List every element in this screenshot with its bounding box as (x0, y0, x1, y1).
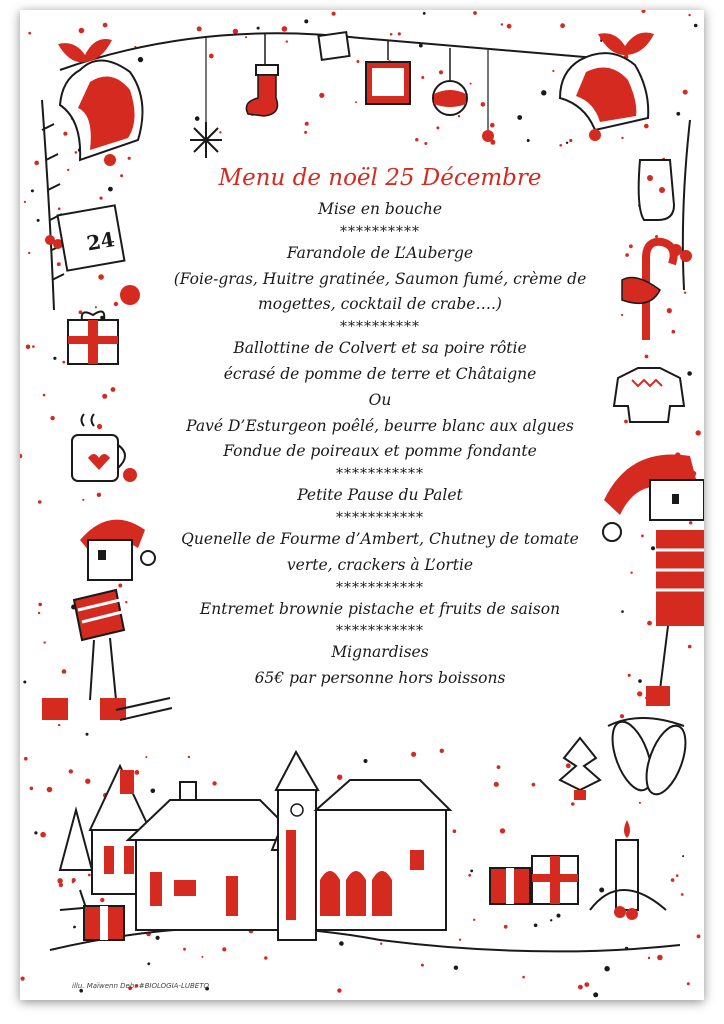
snow-dot (419, 44, 423, 48)
snow-dot (621, 314, 623, 316)
snow-dot (676, 112, 680, 116)
snow-dot (304, 131, 307, 134)
snow-dot (97, 424, 102, 429)
snow-dot (604, 966, 609, 971)
snow-dot (682, 855, 684, 857)
snow-dot (620, 714, 624, 718)
snow-dot (95, 306, 97, 308)
snow-dot (522, 976, 525, 979)
snow-dot (156, 936, 160, 940)
snow-dot (560, 23, 565, 28)
menu-item-line: Petite Pause du Palet (297, 486, 463, 505)
snow-dot (38, 612, 40, 614)
snow-dot (47, 787, 53, 793)
snow-dot (571, 802, 575, 806)
snow-dot (43, 394, 46, 397)
menu-item-line: Mignardises (331, 643, 429, 662)
snow-dot (625, 253, 629, 257)
snow-dot (436, 126, 439, 129)
snow-dot (197, 26, 202, 31)
menu-separator: *********** (336, 509, 424, 526)
snow-dot (689, 521, 692, 524)
snow-dot (97, 493, 101, 497)
snow-dot (683, 90, 688, 95)
snow-dot (62, 669, 67, 674)
pine-cones-icon (605, 717, 694, 800)
snow-dot (676, 874, 679, 877)
snow-dot (222, 947, 226, 951)
snow-dot (657, 955, 663, 961)
snow-dot (697, 935, 701, 939)
menu-item-line: Entremet brownie pistache et fruits de saison (199, 599, 561, 618)
snow-dot (111, 387, 116, 392)
snow-dot (454, 966, 458, 970)
snow-dot (459, 939, 461, 941)
snow-dot (114, 302, 118, 306)
menu-item-line: Farandole de L’Auberge (286, 243, 474, 262)
snow-dot (188, 756, 190, 758)
snow-dot (128, 157, 131, 160)
snow-dot (257, 27, 260, 30)
snow-dot (621, 610, 624, 613)
snow-dot (201, 956, 203, 958)
snow-dot (38, 500, 42, 504)
snow-dot (125, 601, 127, 603)
stocking-icon (246, 34, 278, 116)
snow-dot (411, 752, 416, 757)
snow-dot (532, 783, 536, 787)
snow-dot (629, 244, 633, 248)
snow-dot (421, 76, 424, 79)
snow-dot (651, 546, 655, 550)
snow-dot (687, 371, 692, 376)
snow-dot (630, 572, 632, 574)
snow-dot (671, 878, 675, 882)
menu-item-line: Ballottine de Colvert et sa poire rôtie (233, 339, 527, 358)
snow-dot (684, 292, 686, 294)
snow-dot (458, 115, 460, 117)
gift-boxes-right-icon (490, 856, 578, 904)
snow-dot (424, 142, 427, 145)
snow-dot (58, 207, 61, 210)
snow-dot (421, 964, 424, 967)
menu-item-line: Mise en bouche (317, 200, 443, 218)
snow-dot (470, 870, 473, 873)
snow-dot (69, 769, 73, 773)
snow-dot (38, 603, 42, 607)
snow-dot (59, 883, 63, 887)
snow-dot (655, 235, 658, 238)
snow-dot (648, 957, 650, 959)
menu-item-line: verte, crackers à L’ortie (286, 555, 474, 574)
snow-dot (28, 252, 30, 254)
snow-dot (440, 749, 444, 753)
snow-dot (468, 874, 471, 877)
snow-dot (688, 14, 690, 16)
card-tag-icon (318, 32, 349, 60)
snow-dot (212, 781, 216, 785)
snow-dot (439, 70, 443, 74)
snow-dot (624, 420, 628, 424)
snow-dot (552, 70, 554, 72)
snow-dot (79, 28, 85, 34)
menu-item-line: mogettes, cocktail de crabe….) (258, 295, 502, 314)
snow-dot (151, 789, 156, 794)
gift-box-left-icon (68, 311, 118, 364)
snow-dot (534, 924, 538, 928)
snow-dot (578, 985, 583, 990)
snow-dot (500, 828, 505, 833)
menu-item-line: écrasé de pomme de terre et Châtaigne (223, 364, 537, 383)
snow-dot (642, 10, 646, 13)
snow-dot (108, 187, 113, 192)
menu-item-line: (Foie-gras, Huitre gratinée, Saumon fumé, crème de (173, 269, 587, 288)
snow-dot (120, 174, 123, 177)
snow-dot (98, 274, 104, 280)
snow-dot (245, 36, 247, 38)
snow-dot (647, 621, 652, 626)
snow-dot (672, 330, 676, 334)
snow-dot (138, 57, 143, 62)
snow-dot (481, 102, 486, 107)
menu-separator: ********** (340, 223, 420, 240)
snow-dot (37, 219, 40, 222)
menu-item-line: Pavé D’Esturgeon poêlé, beurre blanc aux algues (186, 416, 574, 435)
menu-item-line: Fondue de poireaux et pomme fondante (223, 442, 537, 461)
snow-dot (183, 948, 186, 951)
snow-dot (40, 832, 46, 838)
snow-dot (209, 54, 214, 59)
snow-dot (24, 201, 26, 203)
snow-dot (147, 962, 150, 965)
snow-dot (593, 992, 598, 997)
menu-item-line: Ou (368, 390, 392, 409)
snow-dot (628, 674, 631, 677)
snow-dot (319, 93, 324, 98)
menu-lines (140, 197, 620, 692)
snow-dot (337, 988, 341, 992)
snow-dot (57, 262, 61, 266)
snow-dot (332, 12, 336, 16)
snow-dot (550, 919, 552, 921)
menu-separator: *********** (336, 579, 424, 596)
snow-dot (566, 142, 568, 144)
snow-dot (390, 33, 393, 36)
snow-dot (339, 941, 344, 946)
snow-dot (24, 757, 28, 761)
snow-dot (21, 977, 25, 981)
snow-dot (356, 60, 359, 63)
snow-dot (566, 763, 571, 768)
snow-dot (26, 345, 31, 350)
snow-dot (23, 681, 26, 684)
snow-dot (85, 779, 90, 784)
snow-dot (490, 123, 495, 128)
snow-dot (637, 691, 642, 696)
snow-dot (264, 956, 267, 959)
snow-dot (44, 641, 46, 643)
snow-dot (50, 416, 54, 420)
snow-dot (233, 29, 238, 34)
menu-separator: ********** (340, 319, 420, 336)
snow-dot (569, 139, 572, 142)
snow-dot (470, 83, 472, 85)
snow-dot (517, 115, 522, 120)
sweater-icon (614, 368, 684, 422)
bell-right-icon (560, 33, 654, 142)
snow-dot (63, 132, 67, 136)
snow-dot (507, 24, 512, 29)
snow-dot (304, 19, 308, 23)
snow-dot (687, 982, 690, 985)
calendar-day: 24 (84, 227, 117, 256)
candle-icon (590, 820, 666, 920)
snow-dot (34, 831, 37, 834)
holly-branch-left-icon (42, 100, 64, 310)
snow-dot (621, 137, 623, 139)
calendar-icon (58, 205, 140, 305)
snow-dot (453, 829, 457, 833)
snow-dot (638, 679, 642, 683)
snow-dot (688, 645, 692, 649)
snow-dot (559, 144, 562, 147)
snow-dot (118, 584, 122, 588)
illustration-credit: illu. Maïwenn Deb. #BIOLOGIA-LUBETO (72, 982, 209, 990)
snow-dot (584, 982, 589, 987)
snow-dot (527, 139, 530, 142)
snow-dot (20, 454, 22, 459)
snow-dot (219, 131, 221, 133)
mug-icon (72, 414, 137, 482)
snow-dot (501, 23, 503, 25)
snow-dot (473, 919, 475, 921)
snow-dot (305, 122, 309, 126)
snow-dot (62, 361, 65, 364)
snow-dot (135, 770, 140, 775)
snowflake-icon (190, 38, 222, 158)
candy-cane-icon (622, 242, 674, 340)
snow-dot (67, 169, 69, 171)
snow-dot (681, 893, 684, 896)
snow-dot (282, 26, 288, 32)
shopping-bag-icon (366, 40, 410, 104)
snow-dot (32, 345, 35, 348)
snow-dot (694, 24, 698, 28)
snow-dot (641, 535, 644, 538)
snow-dot (72, 881, 74, 883)
snow-dot (75, 151, 78, 154)
snow-dot (88, 874, 91, 877)
snow-dot (639, 802, 641, 804)
snow-dot (541, 90, 546, 95)
mitten-icon (639, 160, 674, 220)
snow-dot (423, 12, 426, 15)
snow-dot (696, 430, 701, 435)
snow-dot (57, 878, 62, 883)
ornament-ball-icon (433, 48, 494, 142)
menu-separator: *********** (336, 623, 424, 640)
snow-dot (86, 733, 89, 736)
snow-dot (557, 914, 561, 918)
snow-dot (34, 161, 39, 166)
snow-dot (504, 925, 508, 929)
menu-item-line: 65€ par personne hors boissons (254, 669, 506, 688)
small-tree-icon (560, 738, 600, 800)
snow-dot (644, 124, 649, 129)
snow-dot (53, 357, 56, 360)
menu-separator: *********** (336, 466, 424, 483)
snow-dot (364, 759, 368, 763)
snow-dot (355, 101, 357, 103)
snow-dot (58, 724, 60, 726)
snow-dot (100, 197, 103, 200)
snow-dot (30, 787, 34, 791)
snow-dot (473, 11, 477, 15)
snow-dot (497, 765, 501, 769)
menu-content (140, 163, 620, 692)
snow-dot (667, 308, 672, 313)
snow-dot (380, 943, 382, 945)
snow-dot (82, 499, 84, 501)
snow-dot (398, 32, 401, 35)
snow-dot (286, 40, 288, 42)
menu-card (20, 10, 704, 1000)
snow-dot (415, 138, 418, 141)
snow-dot (337, 775, 342, 780)
menu-title: Menu de noël 25 Décembre (218, 165, 542, 191)
snow-dot (103, 23, 108, 28)
snow-dot (195, 116, 200, 121)
snow-dot (494, 782, 499, 787)
snow-dot (102, 394, 107, 399)
menu-item-line: Quenelle de Fourme d’Ambert, Chutney de tomate (181, 529, 579, 548)
snow-dot (28, 32, 31, 35)
snow-dot (645, 355, 649, 359)
snow-dot (73, 926, 76, 929)
snow-dot (100, 898, 104, 902)
snow-dot (145, 756, 147, 758)
snow-dot (599, 888, 604, 893)
snow-dot (31, 189, 34, 192)
